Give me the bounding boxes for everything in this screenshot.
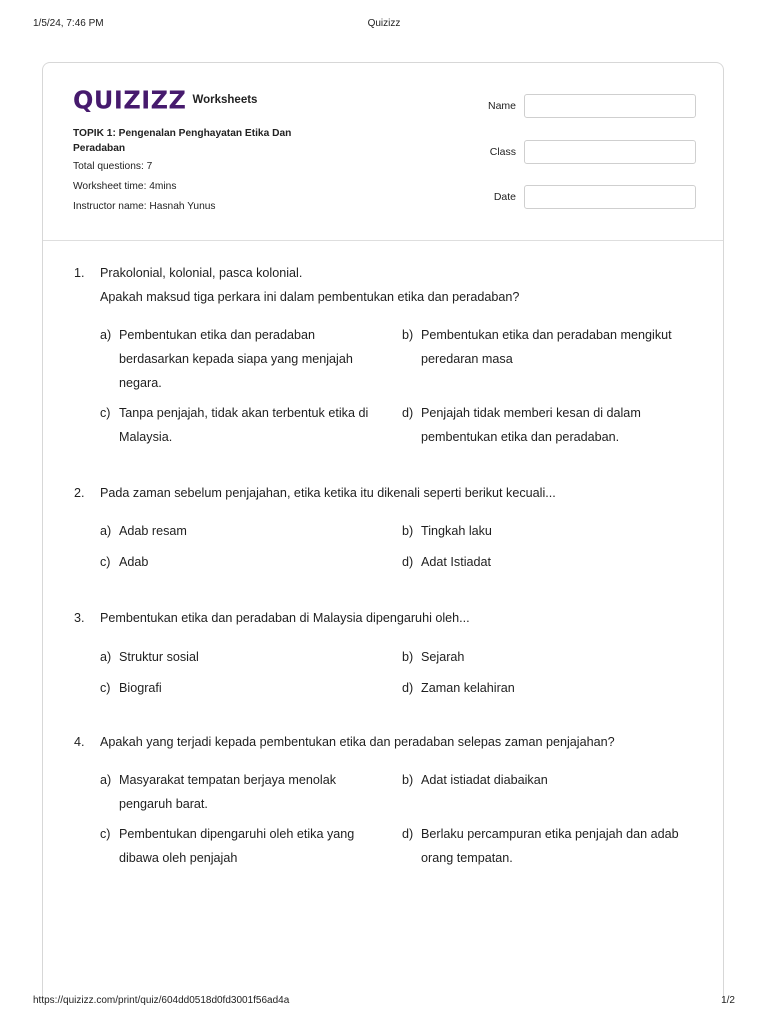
option-text: Tingkah laku	[421, 524, 492, 538]
worksheet-time: Worksheet time: 4mins	[73, 181, 177, 192]
option-text: Berlaku percampuran etika penjajah dan adab orang tempatan.	[421, 827, 679, 865]
option-text: Pembentukan etika dan peradaban mengikut peredaran masa	[421, 328, 672, 366]
option-letter: c)	[100, 827, 111, 841]
question-text: Pada zaman sebelum penjajahan, etika ketika itu dikenali seperti berikut kecuali...	[100, 486, 556, 500]
logo-row	[73, 85, 257, 115]
topic-title: TOPIK 1: Pengenalan Penghayatan Etika Dan Peradaban	[73, 128, 292, 154]
option-text: Pembentukan dipengaruhi oleh etika yang dibawa oleh penjajah	[119, 827, 355, 865]
page-url: https://quizizz.com/print/quiz/604dd0518d0fd3001f56ad4a	[33, 995, 290, 1006]
class-label: Class	[489, 146, 516, 158]
option-letter: a)	[100, 773, 112, 787]
worksheet-card	[42, 62, 724, 1002]
option-letter: a)	[100, 328, 112, 342]
option-letter: b)	[402, 650, 414, 664]
question-text: Apakah yang terjadi kepada pembentukan etika dan peradaban selepas zaman penjajahan?	[100, 735, 615, 749]
option-letter: c)	[100, 681, 111, 695]
option-letter: b)	[402, 773, 414, 787]
class-input[interactable]	[524, 140, 696, 164]
option-text: Struktur sosial	[119, 650, 199, 664]
option-text: Adat istiadat diabaikan	[421, 773, 548, 787]
option-letter: c)	[100, 406, 111, 420]
question-number: 2.	[74, 486, 85, 500]
option-letter: c)	[100, 555, 111, 569]
page-number: 1/2	[721, 995, 735, 1006]
quizizz-logo: QUIZIZZ	[73, 85, 187, 115]
print-header	[33, 18, 735, 32]
option-text: Zaman kelahiran	[421, 681, 515, 695]
print-footer	[33, 995, 735, 1009]
option-letter: d)	[402, 681, 414, 695]
name-field	[443, 94, 696, 118]
worksheet-meta	[73, 126, 323, 220]
worksheets-label: Worksheets	[192, 94, 258, 106]
option-letter: b)	[402, 328, 414, 342]
print-title: Quizizz	[367, 18, 401, 29]
total-questions: Total questions: 7	[73, 161, 153, 172]
question-text: Pembentukan etika dan peradaban di Malaysia dipengaruhi oleh...	[100, 611, 470, 625]
question-text: Prakolonial, kolonial, pasca kolonial. Apakah maksud tiga perkara ini dalam pembentukan etika dan peradaban?	[100, 266, 520, 304]
option-letter: d)	[402, 406, 414, 420]
option-text: Penjajah tidak memberi kesan di dalam pembentukan etika dan peradaban.	[421, 406, 641, 444]
option-text: Biografi	[119, 681, 162, 695]
question-number: 4.	[74, 735, 85, 749]
date-label: Date	[493, 191, 516, 203]
date-input[interactable]	[524, 185, 696, 209]
option-letter: d)	[402, 555, 414, 569]
print-date: 1/5/24, 7:46 PM	[33, 18, 104, 29]
name-input[interactable]	[524, 94, 696, 118]
option-text: Adat Istiadat	[421, 555, 492, 569]
date-field	[443, 185, 696, 209]
option-letter: a)	[100, 524, 112, 538]
option-text: Sejarah	[421, 650, 465, 664]
option-text: Adab	[119, 555, 149, 569]
option-text: Pembentukan etika dan peradaban berdasarkan kepada siapa yang menjajah negara.	[119, 328, 353, 390]
option-text: Masyarakat tempatan berjaya menolak pengaruh barat.	[119, 773, 337, 811]
option-text: Adab resam	[119, 524, 187, 538]
question-number: 3.	[74, 611, 85, 625]
instructor-name: Instructor name: Hasnah Yunus	[73, 201, 216, 212]
option-letter: a)	[100, 650, 112, 664]
option-text: Tanpa penjajah, tidak akan terbentuk etika di Malaysia.	[119, 406, 369, 444]
worksheet-header	[43, 63, 723, 241]
question-number: 1.	[74, 266, 85, 280]
class-field	[443, 140, 696, 164]
option-letter: b)	[402, 524, 414, 538]
name-label: Name	[487, 100, 516, 112]
option-letter: d)	[402, 827, 414, 841]
